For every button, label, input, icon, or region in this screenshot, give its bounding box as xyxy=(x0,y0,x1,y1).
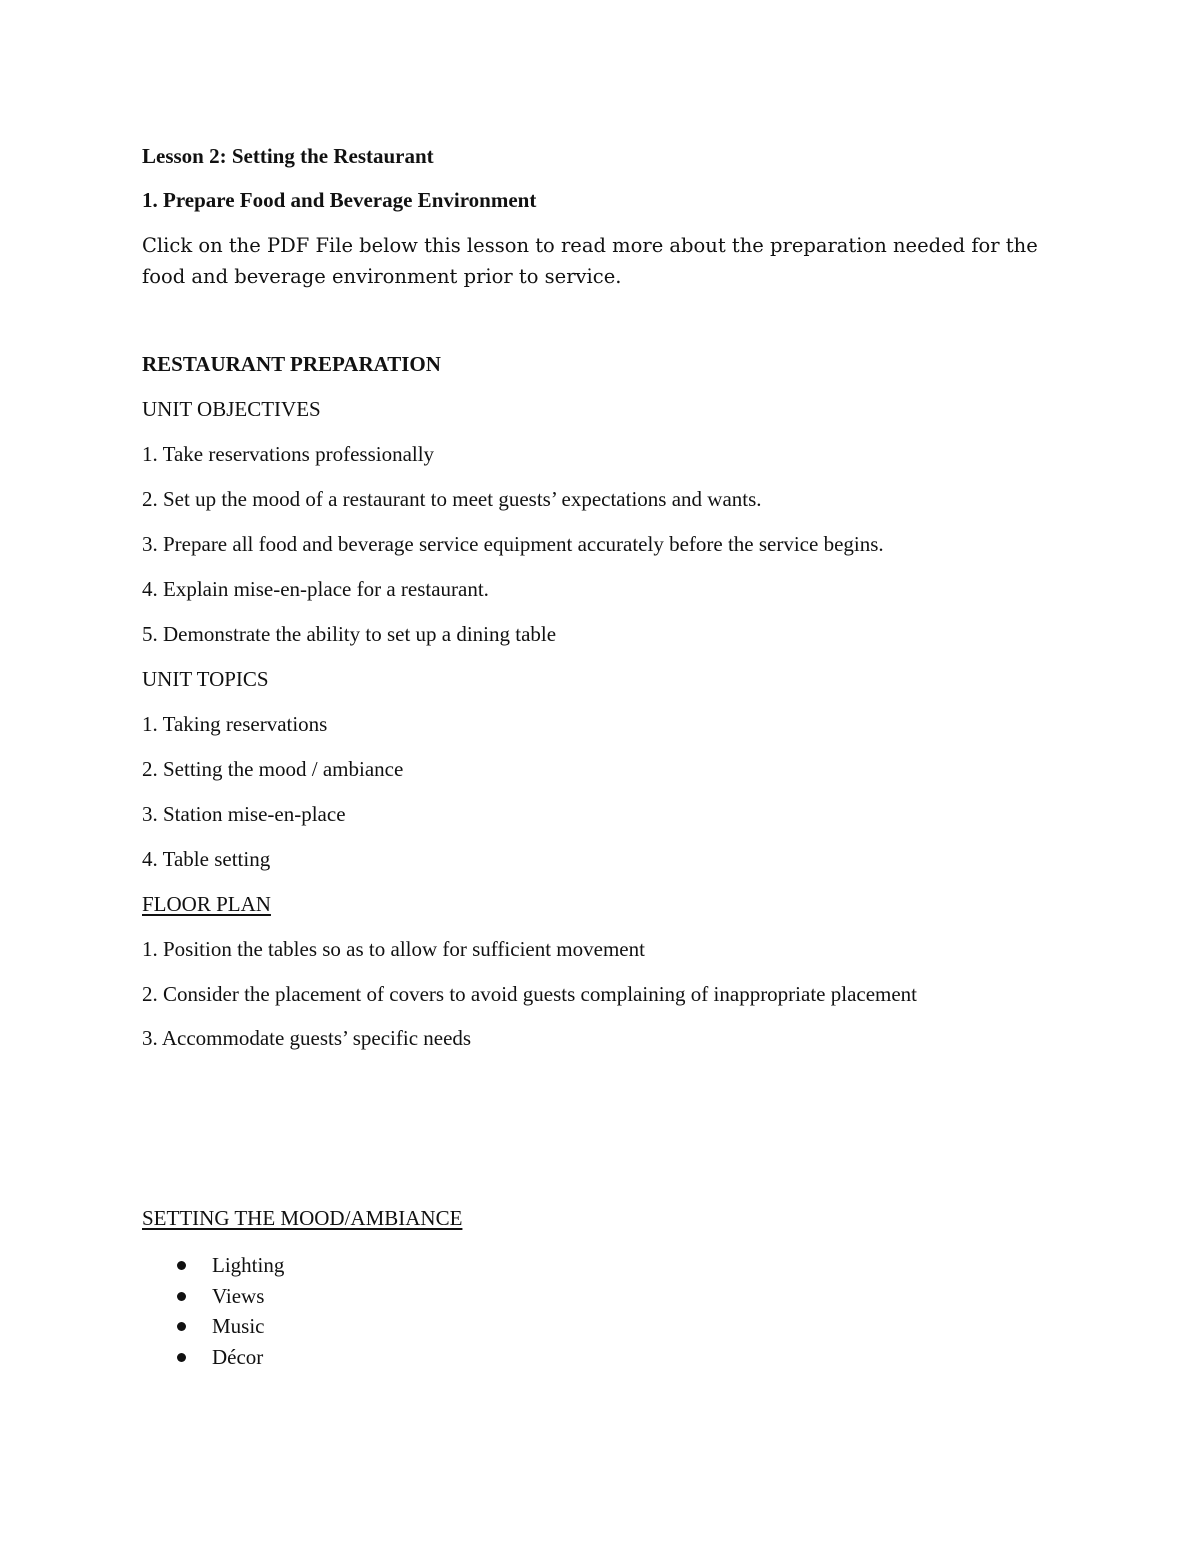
bullet-icon xyxy=(177,1353,186,1362)
objective-item: 1. Take reservations professionally xyxy=(142,442,435,466)
topic-item: 3. Station mise-en-place xyxy=(142,802,346,826)
bullet-icon xyxy=(177,1292,186,1301)
lesson-title: Lesson 2: Setting the Restaurant xyxy=(142,144,434,168)
mood-ambiance-list xyxy=(142,1250,284,1372)
intro-paragraph: Click on the PDF File below this lesson to read more about the preparation needed for the food and beverage environment prior to service. xyxy=(142,234,1038,288)
floor-plan-item: 2. Consider the placement of covers to avoid guests complaining of inappropriate placement xyxy=(142,982,918,1006)
objective-item: 4. Explain mise-en-place for a restaurant. xyxy=(142,577,489,601)
section-heading: 1. Prepare Food and Beverage Environment xyxy=(142,188,537,212)
restaurant-preparation-heading: RESTAURANT PREPARATION xyxy=(142,352,441,376)
objective-item: 2. Set up the mood of a restaurant to meet guests’ expectations and wants. xyxy=(142,487,762,511)
objective-item: 5. Demonstrate the ability to set up a dining table xyxy=(142,622,557,646)
list-item-label: Music xyxy=(212,1314,265,1338)
floor-plan-item: 1. Position the tables so as to allow for sufficient movement xyxy=(142,937,645,961)
list-item-label: Décor xyxy=(212,1344,264,1369)
bullet-icon xyxy=(177,1261,186,1270)
list-item-label: Views xyxy=(212,1283,265,1308)
unit-objectives-heading: UNIT OBJECTIVES xyxy=(142,397,321,421)
topic-item: 2. Setting the mood / ambiance xyxy=(142,757,404,781)
objective-item: 3. Prepare all food and beverage service equipment accurately before the service begins. xyxy=(142,532,884,556)
list-item xyxy=(142,1281,284,1312)
mood-ambiance-heading: SETTING THE MOOD/AMBIANCE xyxy=(142,1206,463,1230)
list-item xyxy=(142,1250,284,1281)
list-item xyxy=(142,1342,284,1373)
unit-topics-heading: UNIT TOPICS xyxy=(142,667,269,691)
floor-plan-item: 3. Accommodate guests’ specific needs xyxy=(142,1026,472,1050)
floor-plan-heading: FLOOR PLAN xyxy=(142,892,271,916)
bullet-icon xyxy=(177,1322,186,1331)
list-item-label: Lighting xyxy=(212,1253,285,1277)
list-item xyxy=(142,1311,284,1342)
topic-item: 1. Taking reservations xyxy=(142,712,328,736)
topic-item: 4. Table setting xyxy=(142,847,271,871)
